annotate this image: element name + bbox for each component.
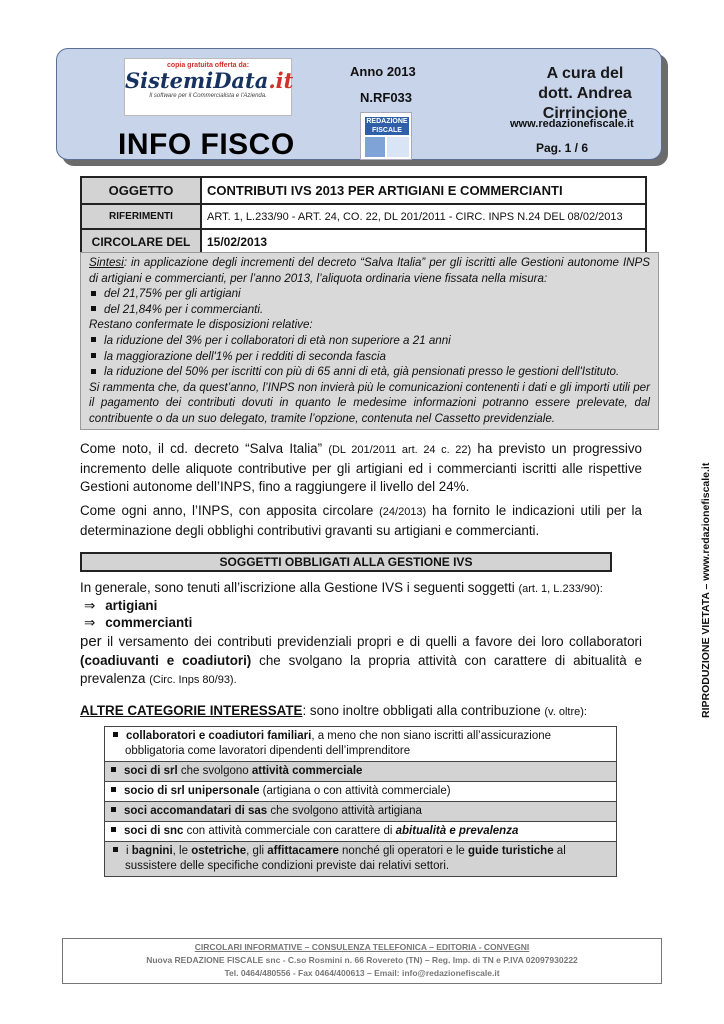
table-row <box>81 177 646 204</box>
table-row: soci di snc con attività commerciale con carattere di abitualità e prevalenza <box>105 822 617 842</box>
riferimenti-value: ART. 1, L.233/90 - ART. 24, CO. 22, DL 201/2011 - CIRC. INPS N.24 DEL 08/02/2013 <box>201 204 646 229</box>
footer-contacts: Tel. 0464/480556 - Fax 0464/400613 – Email: info@redazionefiscale.it <box>224 968 500 978</box>
list-item: del 21,84% per i commercianti. <box>89 302 650 318</box>
paragraph-versamento: per il versamento dei contributi previdenziali propri e di quelli a favore dei loro collaboratori (coadiuvanti e coadiutori) che svolgano la propria attività con carattere di abitualità e prevalenza (Circ. Inps 80/93). <box>80 633 642 686</box>
author: A cura del dott. Andrea Cirrincione <box>538 65 632 122</box>
sistemidata-logo <box>124 58 292 116</box>
list-item: la maggiorazione dell'1% per i redditi di seconda fascia <box>89 349 650 365</box>
logo-subtitle: Il software per il Commercialista e l'Azienda. <box>149 93 267 99</box>
table-row: soci accomandatari di sas che svolgono attività artigiana <box>105 802 617 822</box>
table-row <box>81 204 646 229</box>
categories-table <box>104 726 617 877</box>
page-number: Pag. 1 / 6 <box>536 141 589 155</box>
sintesi-closing: Si rammenta che, da quest’anno, l’INPS non invierà più le comunicazioni contenenti i dati e gli importi utili per il pagamento dei contributi dovuti in quanto le medesime informazioni potranno essere prelevate, dal contribuente o da un suo delegato, tramite l’opzione, contenuta nel Cassetto previdenziale. <box>89 380 650 425</box>
page-title: INFO FISCO <box>118 128 295 161</box>
footer-services: CIRCOLARI INFORMATIVE – CONSULENZA TELEFONICA – EDITORIA - CONVEGNI <box>194 942 530 952</box>
table-row: i bagnini, le ostetriche, gli affittacamere nonché gli operatori e le guide turistiche al sussistere delle specifiche condizioni previste dai relativi settori. <box>105 842 617 877</box>
paragraph-circolare: Come ogni anno, l’INPS, con apposita circolare (24/2013) ha fornito le indicazioni utili per la determinazione degli obblighi contributivi gravanti su artigiani e commercianti. <box>80 503 642 538</box>
document-info-table <box>80 176 647 256</box>
paragraph-intro: Come noto, il cd. decreto “Salva Italia” (DL 201/2011 art. 24 c. 22) ha previsto un progressivo incremento delle aliquote contributive per gli artigiani ed i commercianti iscritti alle rispettive Gestioni autonome dell’INPS, fino a raggiungere il livello del 24%. <box>80 441 642 494</box>
section-title: SOGGETTI OBBLIGATI ALLA GESTIONE IVS <box>80 552 612 572</box>
document-number: N.RF033 <box>360 90 413 105</box>
sintesi-box <box>80 252 659 430</box>
logo-tagline: copia gratuita offerta da: <box>166 62 250 69</box>
year-label: Anno 2013 <box>350 64 416 79</box>
arrow-icon: ⇒ <box>84 615 96 630</box>
sintesi-intro: Sintesi: in applicazione degli incrementi del decreto “Salva Italia” per gli iscritti alle Gestioni autonome INPS di artigiani e commercianti, per l’anno 2013, l’aliquota ordinaria viene fissata nella misura: <box>89 256 650 285</box>
website-link[interactable]: www.redazionefiscale.it <box>510 118 634 130</box>
redazione-fiscale-logo: REDAZIONE FISCALE <box>360 112 412 160</box>
paragraph-soggetti: In generale, sono tenuti all’iscrizione alla Gestione IVS i seguenti soggetti (art. 1, L.233/90): <box>80 580 603 595</box>
oggetto-label: OGGETTO <box>81 177 201 204</box>
list-item: ⇒ commercianti <box>84 615 193 630</box>
logo-brand: SistemiData.it <box>125 68 294 93</box>
riferimenti-label: RIFERIMENTI <box>81 204 201 229</box>
altre-categorie-heading: ALTRE CATEGORIE INTERESSATE: sono inoltre obbligati alla contribuzione (v. oltre): <box>80 703 587 718</box>
list-item: la riduzione del 3% per i collaboratori di età non superiore a 21 anni <box>89 333 650 349</box>
table-row: socio di srl unipersonale (artigiana o con attività commerciale) <box>105 782 617 802</box>
list-item: ⇒ artigiani <box>84 598 158 613</box>
footer <box>62 938 662 984</box>
list-item: del 21,75% per gli artigiani <box>89 286 650 302</box>
arrow-icon: ⇒ <box>84 598 96 613</box>
table-row: soci di srl che svolgono attività commerciale <box>105 762 617 782</box>
list-item: la riduzione del 50% per iscritti con più di 65 anni di età, già pensionati presso le gestioni dell'Istituto. <box>89 364 650 380</box>
footer-address: Nuova REDAZIONE FISCALE snc - C.so Rosmini n. 66 Rovereto (TN) – Reg. Imp. di TN e P.IVA 02097930222 <box>146 955 578 965</box>
side-copyright-text: RIPRODUZIONE VIETATA – www.redazionefiscale.it <box>700 462 712 718</box>
sintesi-restano: Restano confermate le disposizioni relative: <box>89 318 313 332</box>
oggetto-value: CONTRIBUTI IVS 2013 PER ARTIGIANI E COMMERCIANTI <box>201 177 646 204</box>
circolare-value: 15/02/2013 <box>201 229 646 255</box>
table-row: collaboratori e coadiutori familiari, a meno che non siano iscritti all’assicurazione obbligatoria come lavoratori dipendenti dell’imprenditore <box>105 727 617 762</box>
circolare-label: CIRCOLARE DEL <box>81 229 201 255</box>
